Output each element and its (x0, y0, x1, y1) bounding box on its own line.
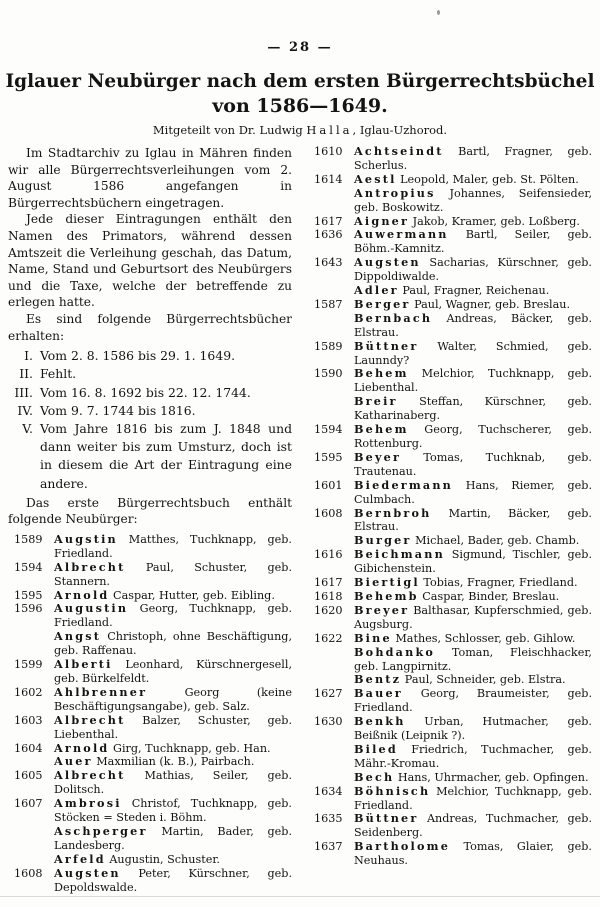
book-text: Fehlt. (40, 366, 77, 382)
entry-text: Aigner Jakob, Kramer, geb. Loßberg. (354, 213, 580, 228)
citizen-entry (8, 867, 292, 895)
citizen-entry (308, 687, 592, 715)
citizen-entry (308, 284, 592, 298)
entry-surname: Bauer (354, 686, 403, 701)
citizen-entry (308, 479, 592, 507)
citizen-entry (308, 604, 592, 632)
entry-year: 1605 (14, 769, 43, 783)
entry-text: Albrecht Mathias, Seiler, geb. Dolitsch. (54, 768, 292, 797)
entry-text: Augustin Georg, Tuchknapp, geb. Friedland. (54, 601, 292, 630)
entry-text: Achtseindt Bartl, Fragner, geb. Scherlus. (354, 143, 592, 172)
entry-year: 1602 (14, 685, 43, 699)
citizen-entry (308, 367, 592, 395)
entry-surname: Biedermann (354, 477, 454, 492)
entry-text: Beyer Tomas, Tuchknab, geb. Trautenau. (354, 449, 592, 478)
entry-text: Arfeld Augustin, Schuster. (54, 851, 220, 866)
entry-year (308, 187, 344, 215)
entry-year (308, 312, 344, 340)
entry-year: 1617 (314, 214, 343, 228)
citizen-entry (308, 743, 592, 771)
entry-year: 1610 (314, 144, 343, 158)
entry-text: Beichmann Sigmund, Tischler, geb. Gibichenstein. (354, 547, 592, 576)
entry-text: Biled Friedrich, Tuchmacher, geb. Mähr.-Kromau. (354, 741, 592, 770)
entry-text: Behemb Caspar, Binder, Breslau. (354, 588, 560, 603)
entry-text: Aschperger Martin, Bader, geb. Landesberg. (54, 823, 292, 852)
entry-surname: Breir (354, 394, 398, 409)
entry-year: 1620 (314, 603, 343, 617)
book-numeral: IV. (17, 402, 33, 418)
entry-text: Antropius Johannes, Seifensieder, geb. Boskowitz. (354, 185, 592, 214)
entry-text: Burger Michael, Bader, geb. Chamb. (354, 533, 580, 548)
citizen-entries-right (308, 145, 592, 868)
book-numeral: III. (14, 384, 33, 400)
citizen-entry (8, 561, 292, 589)
entry-year (8, 825, 44, 853)
entry-surname: Angst (54, 629, 102, 644)
book-item (8, 347, 292, 365)
book-item (8, 365, 292, 383)
entry-surname: Bernbach (354, 310, 433, 325)
book-text: Vom 9. 7. 1744 bis 1816. (40, 402, 196, 418)
entry-year: 1590 (314, 367, 343, 381)
citizen-entry (308, 228, 592, 256)
entry-year (308, 673, 344, 687)
citizen-entry (308, 173, 592, 187)
entry-year (308, 534, 344, 548)
entry-text: Ambrosi Christof, Tuchknapp, geb. Stöcken = Steden i. Böhm. (54, 796, 292, 825)
entry-surname: Albrecht (54, 712, 126, 727)
entry-surname: Ambrosi (54, 796, 122, 811)
citizen-entry (308, 785, 592, 813)
entry-text: Arnold Caspar, Hutter, geb. Eibling. (54, 587, 275, 602)
entry-surname: Benkh (354, 714, 406, 729)
entry-surname: Aschperger (54, 823, 148, 838)
entry-year: 1618 (314, 589, 343, 603)
book-numeral: II. (19, 366, 33, 382)
entry-surname: Bernbroh (354, 505, 432, 520)
entry-year (8, 630, 44, 658)
book-list (8, 347, 292, 493)
citizen-entry (308, 673, 592, 687)
citizen-entry (8, 853, 292, 867)
entry-year: 1594 (314, 423, 343, 437)
book-numeral: V. (22, 420, 33, 436)
citizen-entry (308, 395, 592, 423)
citizen-entry (308, 590, 592, 604)
entry-text: Bentz Paul, Schneider, geb. Elstra. (354, 672, 566, 687)
citizen-entry (308, 145, 592, 173)
entry-year: 1604 (14, 741, 43, 755)
entry-surname: Antropius (354, 185, 436, 200)
entry-surname: Adler (354, 283, 399, 298)
entry-surname: Arnold (54, 587, 110, 602)
entry-year (308, 395, 344, 423)
entry-year (308, 284, 344, 298)
entry-surname: Albrecht (54, 768, 126, 783)
book-item (8, 402, 292, 420)
entry-text: Behem Melchior, Tuchknapp, geb. Liebenthal. (354, 366, 592, 395)
citizen-entry (308, 646, 592, 674)
citizen-entries-left (8, 533, 292, 895)
citizen-entry (308, 534, 592, 548)
scan-artifact (437, 10, 440, 15)
intro-paragraph-4: Das erste Bürgerrechtsbuch enthält folgende Neubürger: (8, 495, 292, 527)
book-item (8, 420, 292, 493)
entry-text: Albrecht Balzer, Schuster, geb. Liebenthal. (54, 712, 292, 741)
entry-text: Augsten Peter, Kürschner, geb. Depoldswalde. (54, 865, 292, 894)
entry-text: Angst Christoph, ohne Beschäftigung, geb. Raffenau. (54, 629, 292, 658)
entry-surname: Beyer (354, 449, 402, 464)
right-column (308, 145, 592, 895)
citizen-entry (308, 576, 592, 590)
entry-surname: Augsten (354, 255, 421, 270)
entry-year (8, 853, 44, 867)
intro-paragraph-3: Es sind folgende Bürgerrechtsbücher erhalten: (8, 311, 292, 343)
entry-year: 1589 (314, 339, 343, 353)
entry-text: Benkh Urban, Hutmacher, geb. Beißnik (Leipnik ?). (354, 714, 592, 743)
entry-surname: Bartholome (354, 839, 451, 854)
entry-year: 1617 (314, 576, 343, 590)
entry-text: Biedermann Hans, Riemer, geb. Culmbach. (354, 477, 592, 506)
entry-year: 1595 (314, 450, 343, 464)
article-title (0, 70, 600, 118)
entry-surname: Bohdanko (354, 644, 436, 659)
entry-year: 1595 (14, 588, 43, 602)
citizen-entry (8, 658, 292, 686)
entry-text: Breyer Balthasar, Kupferschmied, geb. Augsburg. (354, 602, 592, 631)
entry-surname: Aigner (354, 213, 410, 228)
entry-year (308, 771, 344, 785)
entry-year: 1596 (14, 602, 43, 616)
entry-text: Albrecht Paul, Schuster, geb. Stannern. (54, 559, 292, 588)
entry-year: 1608 (314, 506, 343, 520)
entry-surname: Augsten (54, 865, 121, 880)
entry-surname: Aestl (354, 171, 397, 186)
byline-author-name: Halla (306, 122, 353, 137)
entry-year: 1607 (14, 797, 43, 811)
entry-year: 1634 (314, 784, 343, 798)
entry-surname: Arfeld (54, 851, 106, 866)
entry-text: Bohdanko Toman, Fleischhacker, geb. Langpirnitz. (354, 644, 592, 673)
entry-surname: Büttner (354, 338, 419, 353)
entry-surname: Behemb (354, 588, 419, 603)
two-column-body (0, 137, 600, 895)
entry-surname: Bentz (354, 672, 402, 687)
citizen-entry (8, 797, 292, 825)
citizen-entry (8, 755, 292, 769)
entry-surname: Biled (354, 741, 398, 756)
citizen-entry (8, 714, 292, 742)
entry-text: Büttner Andreas, Tuchmacher, geb. Seidenberg. (354, 811, 592, 840)
intro-paragraph-1: Im Stadtarchiv zu Iglau in Mähren finden wir alle Bürgerrechtsverleihungen vom 2. August 1586 angefangen in Bürgerrechtsbüchern eingetragen. (8, 145, 292, 210)
citizen-entry (308, 632, 592, 646)
entry-text: Breir Steffan, Kürschner, geb. Katharinaberg. (354, 394, 592, 423)
citizen-entry (8, 533, 292, 561)
citizen-entry (308, 771, 592, 785)
citizen-entry (8, 589, 292, 603)
entry-text: Ahlbrenner Georg (keine Beschäftigungsangabe), geb. Salz. (54, 684, 292, 713)
entry-text: Adler Paul, Fragner, Reichenau. (354, 283, 550, 298)
entry-surname: Augustin (54, 601, 129, 616)
entry-year: 1587 (314, 297, 343, 311)
intro-paragraph-2: Jede dieser Eintragungen enthält den Namen des Primators, während dessen Amtszeit die Verleihung geschah, das Datum, Name, Stand und Geburtsort des Neubürgers und die Taxe, welche der betreffende zu erlegen hatte. (8, 212, 292, 310)
entry-text: Bartholome Tomas, Glaier, geb. Neuhaus. (354, 839, 592, 868)
citizen-entry (308, 256, 592, 284)
citizen-entry (308, 340, 592, 368)
byline-suffix: , Iglau-Uzhorod. (352, 122, 448, 137)
citizen-entry (308, 312, 592, 340)
citizen-entry (308, 840, 592, 868)
entry-surname: Bine (354, 630, 392, 645)
entry-year: 1601 (314, 478, 343, 492)
byline (0, 123, 600, 137)
citizen-entry (308, 215, 592, 229)
entry-year: 1635 (314, 812, 343, 826)
entry-surname: Biertigl (354, 575, 420, 590)
entry-surname: Achtseindt (354, 143, 444, 158)
entry-year: 1637 (314, 840, 343, 854)
entry-text: Bauer Georg, Braumeister, geb. Friedland. (354, 686, 592, 715)
book-text: Vom 2. 8. 1586 bis 29. 1. 1649. (40, 348, 236, 364)
entry-year: 1636 (314, 228, 343, 242)
entry-text: Alberti Leonhard, Kürschnergesell, geb. Bürkelfeldt. (54, 657, 292, 685)
entry-surname: Behem (354, 422, 409, 437)
entry-year: 1614 (314, 172, 343, 186)
citizen-entry (308, 187, 592, 215)
entry-year (308, 646, 344, 674)
entry-year: 1622 (314, 631, 343, 645)
citizen-entry (308, 507, 592, 535)
entry-surname: Büttner (354, 811, 419, 826)
entry-year: 1627 (314, 687, 343, 701)
entry-surname: Behem (354, 366, 409, 381)
article-title-line1: Iglauer Neubürger nach dem ersten Bürgerrechtsbüchel (5, 71, 595, 92)
entry-surname: Bech (354, 769, 395, 784)
page-number: — 28 — (267, 40, 333, 55)
entry-surname: Alberti (54, 657, 113, 672)
entry-text: Auer Maxmilian (k. B.), Pairbach. (54, 754, 255, 769)
entry-text: Auwermann Bartl, Seiler, geb. Böhm.-Kamnitz. (354, 227, 592, 256)
byline-prefix: Mitgeteilt von Dr. Ludwig (152, 122, 307, 137)
entry-text: Bech Hans, Uhrmacher, geb. Opfingen. (354, 769, 589, 784)
article-title-line2: von 1586—1649. (212, 94, 388, 117)
entry-surname: Auwermann (354, 227, 449, 242)
citizen-entry (308, 298, 592, 312)
entry-surname: Böhnisch (354, 783, 431, 798)
entry-year: 1643 (314, 256, 343, 270)
left-column (8, 145, 292, 895)
citizen-entry (308, 715, 592, 743)
entry-year: 1599 (14, 658, 43, 672)
page-bottom-edge-line (0, 896, 600, 897)
citizen-entry (8, 769, 292, 797)
entry-text: Berger Paul, Wagner, geb. Breslau. (354, 296, 571, 311)
book-numeral: I. (24, 348, 33, 364)
citizen-entry (308, 812, 592, 840)
book-text: Vom 16. 8. 1692 bis 22. 12. 1744. (40, 384, 251, 400)
entry-text: Biertigl Tobias, Fragner, Friedland. (354, 575, 578, 590)
entry-surname: Augstin (54, 531, 118, 546)
entry-year: 1608 (14, 866, 43, 880)
entry-surname: Arnold (54, 740, 110, 755)
citizen-entry (308, 548, 592, 576)
entry-year: 1630 (314, 715, 343, 729)
entry-text: Aestl Leopold, Maler, geb. St. Pölten. (354, 171, 579, 186)
entry-year: 1603 (14, 713, 43, 727)
entry-text: Büttner Walter, Schmied, geb. Launndy? (354, 338, 592, 367)
entry-text: Bernbroh Martin, Bäcker, geb. Elstrau. (354, 505, 592, 534)
entry-surname: Ahlbrenner (54, 684, 148, 699)
entry-year (8, 755, 44, 769)
book-item (8, 384, 292, 402)
citizen-entry (8, 602, 292, 630)
citizen-entry (8, 686, 292, 714)
entry-year (308, 743, 344, 771)
entry-text: Bernbach Andreas, Bäcker, geb. Elstrau. (354, 310, 592, 339)
entry-surname: Breyer (354, 602, 410, 617)
entry-year: 1616 (314, 548, 343, 562)
entry-text: Augstin Matthes, Tuchknapp, geb. Friedland. (54, 531, 292, 560)
entry-surname: Beichmann (354, 547, 445, 562)
citizen-entry (308, 423, 592, 451)
citizen-entry (8, 630, 292, 658)
entry-year: 1589 (14, 532, 43, 546)
entry-surname: Burger (354, 533, 412, 548)
book-text: Vom Jahre 1816 bis zum J. 1848 und dann weiter bis zum Umsturz, doch ist in diesem die Art der Eintragung eine andere. (40, 420, 292, 491)
entry-surname: Albrecht (54, 559, 126, 574)
citizen-entry (8, 825, 292, 853)
entry-surname: Auer (54, 754, 93, 769)
citizen-entry (8, 742, 292, 756)
entry-text: Augsten Sacharias, Kürschner, geb. Dippoldiwalde. (354, 255, 592, 284)
entry-text: Behem Georg, Tuchscherer, geb. Rottenburg. (354, 422, 592, 451)
entry-year: 1594 (14, 560, 43, 574)
entry-text: Böhnisch Melchior, Tuchknapp, geb. Friedland. (354, 783, 592, 812)
entry-surname: Berger (354, 296, 411, 311)
entry-text: Arnold Girg, Tuchknapp, geb. Han. (54, 740, 271, 755)
entry-text: Bine Mathes, Schlosser, geb. Gihlow. (354, 630, 576, 645)
citizen-entry (308, 451, 592, 479)
